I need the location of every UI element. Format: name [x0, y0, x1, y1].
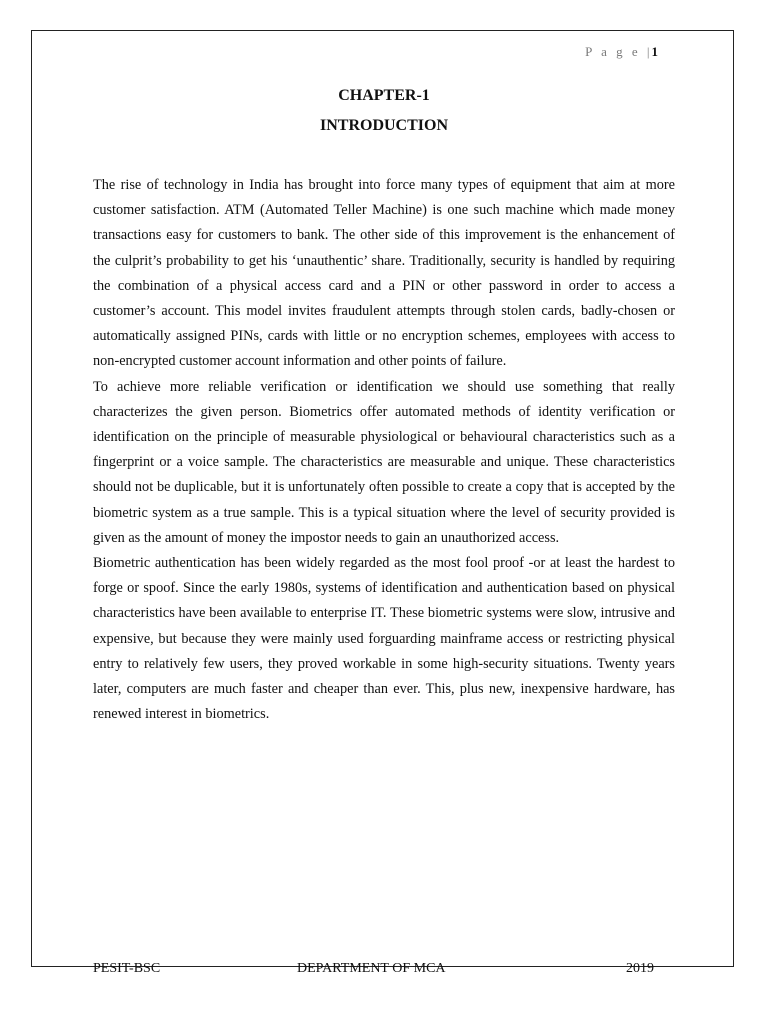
body-text [93, 173, 675, 727]
page-label: P a g e [585, 44, 641, 59]
paragraph: To achieve more reliable verification or identification we should use something that really characterizes the given person. Biometrics offer automated methods of identity verification or identification on the principle of measurable physiological or behavioural characteristics such as a fingerprint or a voice sample. The characteristics are measurable and unique. These characteristics should not be duplicable, but it is unfortunately often possible to create a copy that is accepted by the biometric system as a true sample. This is a typical situation where the level of security provided is given as the amount of money the impostor needs to gain an unauthorized access. [93, 378, 675, 546]
footer-year: 2019 [626, 961, 654, 976]
section-title: INTRODUCTION [319, 117, 448, 134]
footer-department: DEPARTMENT OF MCA [297, 961, 446, 976]
page-number: 1 [651, 44, 658, 59]
chapter-heading: CHAPTER-1 [338, 87, 430, 104]
footer-institution: PESIT-BSC [93, 961, 161, 976]
paragraph: Biometric authentication has been widely regarded as the most fool proof -or at least the hardest to forge or spoof. Since the early 1980s, systems of identification and authentication based on physical characteristics have been available to enterprise IT. These biometric systems were slow, intrusive and expensive, but because they were mainly used forguarding mainframe access or restricting physical entry to relatively few users, they proved workable in some high-security situations. Twenty years later, computers are much faster and cheaper than ever. This, plus new, inexpensive hardware, has renewed interest in biometrics. [93, 555, 675, 723]
page-number-header [585, 44, 658, 60]
page-separator: | [646, 44, 652, 59]
paragraph: The rise of technology in India has brought into force many types of equipment that aim at more customer satisfaction. ATM (Automated Teller Machine) is one such machine which made money transactions easy for customers to bank. The other side of this improvement is the enhancement of the culprit’s probability to get his ‘unauthentic’ share. Traditionally, security is handled by requiring the combination of a physical access card and a PIN or other password in order to access a customer’s account. This model invites fraudulent attempts through stolen cards, badly-chosen or automatically assigned PINs, cards with little or no encryption schemes, employees with access to non-encrypted customer account information and other points of failure. [93, 177, 675, 370]
